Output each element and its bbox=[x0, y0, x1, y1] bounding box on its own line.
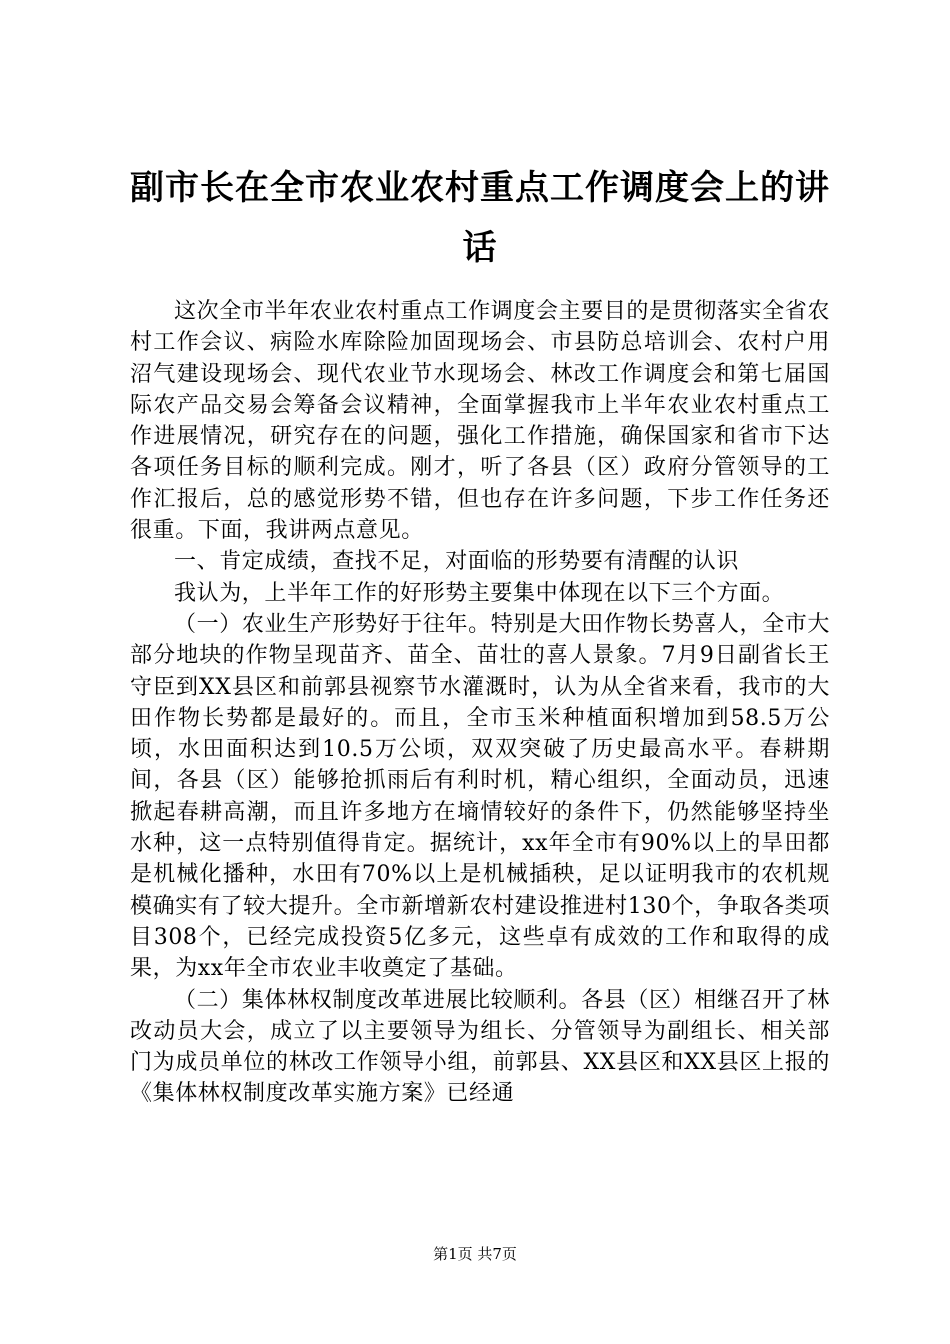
paragraph-intro: 这次全市半年农业农村重点工作调度会主要目的是贯彻落实全省农村工作会议、病险水库除险加固现场会、市县防总培训会、农村户用沼气建设现场会、现代农业节水现场会、林改工作调度会和第七届国际农产品交易会筹备会议精神，全面掌握我市上半年农业农村重点工作进展情况，研究存在的问题，强化工作措施，确保国家和省市下达各项任务目标的顺利完成。刚才，听了各县（区）政府分管领导的工作汇报后，总的感觉形势不错，但也存在许多问题，下步工作任务还很重。下面，我讲两点意见。 bbox=[130, 299, 830, 544]
document-body bbox=[130, 296, 830, 1110]
document-title: 副市长在全市农业农村重点工作调度会上的讲话 bbox=[130, 168, 830, 268]
page-footer: 第1页 共7页 bbox=[433, 1245, 517, 1263]
paragraph-point-2: （二）集体林权制度改革进展比较顺利。各县（区）相继召开了林改动员大会，成立了以主要领导为组长、分管领导为副组长、相关部门为成员单位的林改工作领导小组，前郭县、XX县区和XX县区上报的《集体林权制度改革实施方案》已经通 bbox=[130, 987, 830, 1107]
paragraph-point-1: （一）农业生产形势好于往年。特别是大田作物长势喜人，全市大部分地块的作物呈现苗齐、苗全、苗壮的喜人景象。7月9日副省长王守臣到XX县区和前郭县视察节水灌溉时，认为从全省来看，我市的大田作物长势都是最好的。而且，全市玉米种植面积增加到58.5万公顷，水田面积达到10.5万公顷，双双突破了历史最高水平。春耕期间，各县（区）能够抢抓雨后有利时机，精心组织，全面动员，迅速掀起春耕高潮，而且许多地方在墒情较好的条件下，仍然能够坚持坐水种，这一点特别值得肯定。据统计，xx年全市有90%以上的旱田都是机械化播种，水田有70%以上是机械插秧，足以证明我市的农机规模确实有了较大提升。全市新增新农村建设推进村130个，争取各类项目308个，已经完成投资5亿多元，这些卓有成效的工作和取得的成果，为xx年全市农业丰收奠定了基础。 bbox=[130, 611, 830, 982]
section-heading-1: 一、肯定成绩，查找不足，对面临的形势要有清醒的认识 bbox=[174, 549, 740, 575]
paragraph-summary: 我认为，上半年工作的好形势主要集中体现在以下三个方面。 bbox=[174, 580, 785, 606]
